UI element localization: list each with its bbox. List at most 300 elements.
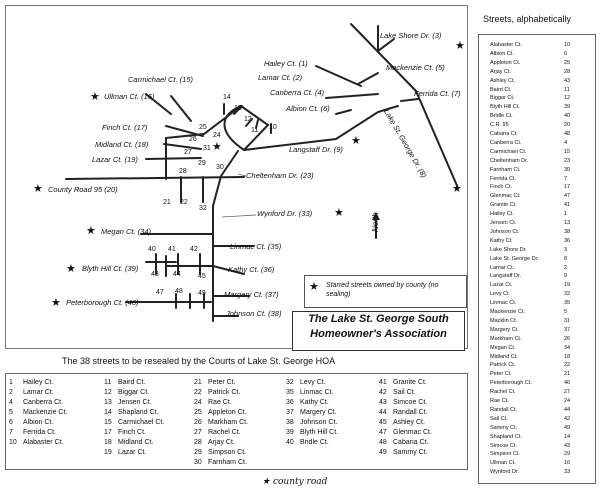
label-albion-ct: Albion Ct. (6) bbox=[286, 104, 330, 113]
resealed-street-number: 2 bbox=[9, 389, 13, 396]
resealed-street bbox=[286, 429, 338, 436]
resealed-street-number: 25 bbox=[194, 409, 202, 416]
resealed-street bbox=[9, 419, 53, 426]
resealed-street bbox=[379, 389, 416, 396]
resealed-street bbox=[104, 389, 149, 396]
segment-44: 44 bbox=[173, 271, 181, 278]
loop-left bbox=[166, 106, 241, 179]
alpha-street-number: 3 bbox=[564, 246, 568, 253]
segment-45: 45 bbox=[198, 273, 206, 280]
alpha-street-number: 2 bbox=[564, 264, 568, 271]
resealed-street-name: Linmac Ct. bbox=[300, 389, 334, 396]
map-panel bbox=[5, 5, 468, 349]
resealed-street-number: 15 bbox=[104, 419, 112, 426]
resealed-street bbox=[104, 449, 146, 456]
alpha-street-number: 44 bbox=[564, 406, 571, 413]
segment-43: 43 bbox=[151, 271, 159, 278]
resealed-street-number: 29 bbox=[194, 449, 202, 456]
alpha-street-name: Sail Ct. bbox=[490, 415, 508, 422]
alpha-street-name: Lake St. George Dr. bbox=[490, 255, 539, 262]
resealed-street-number: 19 bbox=[104, 449, 112, 456]
resealed-street bbox=[379, 409, 428, 416]
resealed-street bbox=[104, 399, 151, 406]
alpha-street-number: 41 bbox=[564, 202, 571, 209]
resealed-street-name: Biggar Ct. bbox=[118, 389, 150, 396]
label-langstaff-dr: Langstaff Dr. (9) bbox=[289, 145, 343, 154]
resealed-street-number: 47 bbox=[379, 429, 387, 436]
resealed-street bbox=[104, 429, 146, 436]
label-margery-ct: Margery Ct. (37) bbox=[224, 290, 279, 299]
label-lamar-ct: Lamar Ct. (2) bbox=[258, 73, 303, 82]
resealed-street-number: 26 bbox=[194, 419, 202, 426]
resealed-street bbox=[9, 429, 56, 436]
alpha-street-number: 30 bbox=[564, 166, 571, 173]
alpha-street-name: Macklin Ct. bbox=[490, 317, 518, 324]
alpha-street-name: Rachel Ct. bbox=[490, 389, 516, 396]
alpha-street-name: Finch Ct. bbox=[490, 184, 513, 191]
segment-25: 25 bbox=[199, 124, 207, 131]
resealed-street bbox=[286, 399, 329, 406]
ferrida-ct bbox=[401, 99, 418, 101]
resealed-street-number: 12 bbox=[104, 389, 112, 396]
segment-28: 28 bbox=[179, 168, 187, 175]
resealed-street-name: Baird Ct. bbox=[118, 379, 146, 386]
legend bbox=[304, 275, 467, 308]
alpha-street-number: 6 bbox=[564, 50, 568, 57]
alpha-street-name: Simcoe Ct. bbox=[490, 442, 517, 449]
alpha-street-number: 10 bbox=[564, 42, 571, 48]
label-lake-st-george-dr: Lake St. George Dr. (8) bbox=[382, 107, 429, 180]
resealed-street bbox=[9, 399, 63, 406]
alpha-street-number: 33 bbox=[564, 469, 571, 476]
resealed-street-name: Peter Ct. bbox=[208, 379, 236, 386]
resealed-street-name: Rae Ct. bbox=[208, 399, 232, 406]
resealed-street-name: Midland Ct. bbox=[118, 439, 154, 446]
resealed-street bbox=[194, 379, 236, 386]
alpha-street-number: 23 bbox=[564, 157, 571, 164]
resealed-street bbox=[379, 419, 425, 426]
alpha-street-number: 47 bbox=[564, 193, 571, 200]
segment-40: 40 bbox=[148, 246, 156, 253]
alpha-street-name: Lazar Ct. bbox=[490, 282, 513, 289]
map-title-line1: The Lake St. George South bbox=[308, 313, 449, 325]
segment-49: 49 bbox=[198, 290, 206, 297]
label-ferrida-ct: Ferrida Ct. (7) bbox=[414, 89, 461, 98]
county-star-blyth-hill: ★ bbox=[66, 263, 76, 275]
alpha-street-number: 26 bbox=[564, 335, 571, 342]
label-hailey-ct: Hailey Ct. (1) bbox=[264, 59, 308, 68]
alpha-street-name: Patrick Ct. bbox=[490, 362, 516, 369]
resealed-street-name: Patrick Ct. bbox=[208, 389, 241, 396]
alpha-street-name: Ullman Ct. bbox=[490, 460, 516, 467]
resealed-street-number: 14 bbox=[104, 409, 112, 416]
resealed-street-name: Granite Ct. bbox=[393, 379, 427, 386]
alpha-street-name: Levy Ct. bbox=[490, 291, 511, 298]
resealed-street-name: Kathy Ct. bbox=[300, 399, 329, 406]
resealed-street-name: Carmichael Ct. bbox=[118, 419, 165, 426]
alpha-street-number: 40 bbox=[564, 113, 571, 120]
resealed-street bbox=[9, 439, 63, 446]
county-star-langstaff: ★ bbox=[351, 135, 361, 147]
resealed-street bbox=[194, 389, 240, 396]
alpha-street-number: 46 bbox=[564, 380, 571, 387]
resealed-street-name: Simpson Ct. bbox=[208, 449, 247, 456]
alphabetical-list bbox=[478, 34, 596, 484]
resealed-street-number: 36 bbox=[286, 399, 294, 406]
alpha-street-name: Simpson Ct. bbox=[490, 451, 520, 458]
alpha-street-name: Carmichael Ct. bbox=[490, 148, 527, 155]
hailey-lamar bbox=[316, 66, 361, 86]
alpha-street-number: 21 bbox=[564, 371, 571, 378]
county-road-95 bbox=[66, 177, 244, 179]
resealed-street-name: Cabana Ct. bbox=[393, 439, 429, 446]
resealed-street-name: Jensen Ct. bbox=[118, 399, 152, 406]
label-carmichael-ct: Carmichael Ct. (15) bbox=[128, 75, 194, 84]
alpha-street-name: Mackenzie Ct. bbox=[490, 309, 525, 315]
resealed-street-name: Ferrida Ct. bbox=[23, 429, 57, 436]
resealed-street-name: Johnson Ct. bbox=[300, 419, 338, 426]
resealed-street-name: Albion Ct. bbox=[23, 419, 54, 426]
alpha-street-name: C.R. 95 bbox=[490, 122, 509, 129]
resealed-street-name: Sammy Ct. bbox=[393, 449, 428, 456]
resealed-street-number: 5 bbox=[9, 409, 13, 416]
alpha-street-number: 34 bbox=[564, 344, 571, 351]
resealed-street-name: Farnham Ct. bbox=[208, 459, 247, 466]
alpha-street-number: 36 bbox=[564, 237, 571, 244]
county-road-note-text: county road bbox=[272, 477, 328, 487]
alpha-street-number: 17 bbox=[564, 184, 571, 191]
alpha-street-name: Appleton Ct. bbox=[490, 59, 521, 66]
resealed-street-name: Glenmac Ct. bbox=[393, 429, 432, 436]
resealed-street-number: 13 bbox=[104, 399, 112, 406]
resealed-street bbox=[194, 399, 232, 406]
canberra-ct bbox=[326, 94, 378, 98]
alpha-street-name: Albion Ct. bbox=[490, 50, 514, 57]
resealed-street-number: 27 bbox=[194, 429, 202, 436]
label-county-road-95: County Road 95 (20) bbox=[48, 185, 118, 194]
segment-10: 10 bbox=[269, 124, 277, 131]
resealed-street-number: 17 bbox=[104, 429, 112, 436]
resealed-table bbox=[5, 373, 468, 470]
segment-26: 26 bbox=[189, 136, 197, 143]
resealed-street bbox=[286, 419, 337, 426]
alpha-street-number: 20 bbox=[564, 122, 571, 129]
alpha-street-name: Markham Ct. bbox=[490, 335, 522, 342]
alpha-street-name: Rae Ct. bbox=[490, 398, 509, 404]
resealed-street bbox=[286, 409, 337, 416]
label-blyth-hill-ct: Blyth Hill Ct. (39) bbox=[82, 264, 139, 273]
resealed-street bbox=[104, 419, 164, 426]
resealed-street-number: 24 bbox=[194, 399, 202, 406]
resealed-street-number: 39 bbox=[286, 429, 294, 436]
alpha-street-number: 39 bbox=[564, 104, 571, 111]
alpha-street-number: 19 bbox=[564, 282, 571, 289]
alpha-street-number: 32 bbox=[564, 291, 571, 298]
alpha-street-number: 16 bbox=[564, 460, 571, 467]
resealed-street-number: 18 bbox=[104, 439, 112, 446]
alpha-street-name: Hailey Ct. bbox=[490, 211, 514, 218]
county-road-note: ★ county road bbox=[262, 477, 328, 487]
label-canberra-ct: Canberra Ct. (4) bbox=[270, 88, 325, 97]
segment-32: 32 bbox=[199, 205, 207, 212]
resealed-street bbox=[286, 439, 329, 446]
north-label: North bbox=[371, 212, 380, 232]
finch-ct bbox=[166, 126, 203, 136]
alpha-street-name: Wynford Dr. bbox=[490, 469, 519, 476]
resealed-street-number: 43 bbox=[379, 399, 387, 406]
label-megan-ct: Megan Ct. (34) bbox=[101, 227, 152, 236]
alpha-street-name: Johnson Ct. bbox=[490, 228, 520, 235]
alpha-street-number: 22 bbox=[564, 362, 571, 369]
segment-11: 11 bbox=[251, 127, 259, 134]
loop-down bbox=[213, 151, 238, 206]
alpha-street-name: Granite Ct. bbox=[490, 202, 517, 209]
alpha-street-number: 38 bbox=[564, 228, 571, 235]
alpha-street-number: 15 bbox=[564, 148, 571, 155]
resealed-street-name: Shapland Ct. bbox=[118, 409, 159, 416]
alpha-street-name: Peter Ct. bbox=[490, 371, 512, 378]
resealed-title: The 38 streets to be resealed by the Courts of Lake St. George HOA bbox=[62, 356, 336, 366]
label-lazar-ct: Lazar Ct. (19) bbox=[92, 155, 138, 164]
alpha-street-number: 49 bbox=[564, 424, 571, 431]
segment-41: 41 bbox=[168, 246, 176, 253]
resealed-street-number: 6 bbox=[9, 419, 13, 426]
resealed-street-number: 35 bbox=[286, 389, 294, 396]
resealed-street-number: 22 bbox=[194, 389, 202, 396]
segment-48: 48 bbox=[175, 288, 183, 295]
resealed-street-number: 42 bbox=[379, 389, 387, 396]
resealed-street-name: Canberra Ct. bbox=[23, 399, 64, 406]
alpha-street-number: 25 bbox=[564, 59, 571, 66]
alpha-street-number: 43 bbox=[564, 77, 571, 84]
resealed-street-name: Ashley Ct. bbox=[393, 419, 425, 426]
county-star-megan: ★ bbox=[86, 225, 96, 237]
alpha-street-name: Blyth Hill Ct. bbox=[490, 104, 520, 111]
resealed-street-number: 49 bbox=[379, 449, 387, 456]
alpha-street-number: 12 bbox=[564, 95, 571, 102]
resealed-street bbox=[194, 409, 247, 416]
alpha-street-number: 18 bbox=[564, 353, 571, 360]
resealed-street bbox=[104, 379, 145, 386]
resealed-street bbox=[379, 429, 432, 436]
segment-27: 27 bbox=[184, 149, 192, 156]
resealed-street bbox=[194, 459, 247, 466]
resealed-street bbox=[379, 439, 428, 446]
label-wynford-dr: Wynford Dr. (33) bbox=[257, 209, 313, 218]
alpha-street-name: Ashley Ct. bbox=[490, 77, 516, 84]
resealed-street-name: Mackenzie Ct. bbox=[23, 409, 68, 416]
resealed-street bbox=[9, 379, 53, 386]
map-title-box bbox=[292, 311, 465, 351]
alpha-street-name: Midland Ct. bbox=[490, 353, 518, 360]
resealed-street-number: 37 bbox=[286, 409, 294, 416]
alpha-street-number: 37 bbox=[564, 326, 571, 333]
segment-29: 29 bbox=[198, 160, 206, 167]
segment-13: 13 bbox=[234, 105, 242, 112]
resealed-street bbox=[104, 439, 153, 446]
lake-st-george-dr bbox=[351, 24, 458, 188]
alpha-street-number: 4 bbox=[564, 139, 568, 146]
resealed-street-name: Randall Ct. bbox=[393, 409, 428, 416]
alpha-street-name: Alabaster Ct. bbox=[490, 42, 522, 48]
resealed-street bbox=[194, 439, 235, 446]
resealed-street-name: Levy Ct. bbox=[300, 379, 326, 386]
alpha-street-number: 1 bbox=[564, 211, 568, 218]
legend-text: Starred streets owned by county (no sealing) bbox=[326, 282, 439, 299]
resealed-street-number: 7 bbox=[9, 429, 13, 436]
legend-star-icon: ★ bbox=[309, 281, 319, 293]
alpha-street-name: Margery Ct. bbox=[490, 326, 519, 333]
wynford-leader bbox=[222, 215, 256, 217]
alpha-street-number: 7 bbox=[564, 175, 568, 182]
alpha-street-number: 31 bbox=[564, 317, 571, 324]
alpha-street-number: 9 bbox=[564, 273, 568, 280]
county-star-wynford: ★ bbox=[334, 207, 344, 219]
lazar-ct bbox=[146, 158, 201, 159]
alpha-street-name: Arjay Ct. bbox=[490, 68, 512, 75]
alpha-street-name: Cabana Ct. bbox=[490, 131, 518, 137]
resealed-street bbox=[379, 449, 428, 456]
label-linmac-ct: Linmac Ct. (35) bbox=[230, 242, 282, 251]
resealed-street-name: Lamar Ct. bbox=[23, 389, 54, 396]
resealed-street-number: 30 bbox=[194, 459, 202, 466]
resealed-street bbox=[194, 449, 246, 456]
resealed-street bbox=[379, 399, 427, 406]
alpha-street-name: Randall Ct. bbox=[490, 406, 518, 413]
resealed-street-number: 41 bbox=[379, 379, 387, 386]
label-lake-shore-dr: Lake Shore Dr. (3) bbox=[380, 31, 442, 40]
alpha-street-number: 35 bbox=[564, 300, 571, 307]
alpha-street-name: Langstaff Dr. bbox=[490, 273, 522, 280]
resealed-street bbox=[9, 389, 54, 396]
resealed-street-name: Markham Ct. bbox=[208, 419, 249, 426]
label-finch-ct: Finch Ct. (17) bbox=[102, 123, 148, 132]
alpha-street-number: 11 bbox=[564, 86, 570, 93]
resealed-street-number: 45 bbox=[379, 419, 387, 426]
alpha-street-name: Shapland Ct. bbox=[490, 433, 522, 440]
alpha-street-number: 24 bbox=[564, 398, 571, 404]
alpha-street-number: 14 bbox=[564, 433, 571, 440]
county-star-peterborough: ★ bbox=[51, 297, 61, 309]
resealed-street bbox=[286, 389, 333, 396]
alpha-street-name: Lake Shore Dr. bbox=[490, 246, 527, 253]
resealed-street-number: 48 bbox=[379, 439, 387, 446]
alpha-street-name: Farnham Ct. bbox=[490, 166, 521, 173]
resealed-street bbox=[104, 409, 158, 416]
resealed-street-name: Finch Ct. bbox=[118, 429, 147, 436]
alpha-street-name: Canberra Ct. bbox=[490, 139, 522, 146]
resealed-street-number: 11 bbox=[104, 379, 112, 386]
alpha-street-number: 28 bbox=[564, 68, 571, 75]
alpha-street-name: Biggar Ct. bbox=[490, 95, 515, 102]
label-johnson-ct: Johnson Ct. (38) bbox=[226, 309, 282, 318]
alphabetical-title: Streets, alphabetically bbox=[483, 14, 572, 24]
alpha-street-number: 43 bbox=[564, 442, 571, 449]
resealed-street-name: Alabaster Ct. bbox=[23, 439, 64, 446]
resealed-street-number: 44 bbox=[379, 409, 387, 416]
resealed-street-number: 32 bbox=[286, 379, 294, 386]
alpha-street-number: 48 bbox=[564, 131, 571, 137]
resealed-street-name: Bridle Ct. bbox=[300, 439, 329, 446]
resealed-street-name: Lazar Ct. bbox=[118, 449, 147, 456]
county-star-lake-st-george: ★ bbox=[452, 183, 462, 195]
resealed-street-name: Hailey Ct. bbox=[23, 379, 54, 386]
alpha-street-name: Cheltenham Dr. bbox=[490, 157, 529, 164]
alpha-street-number: 42 bbox=[564, 415, 571, 422]
alpha-street-name: Megan Ct. bbox=[490, 344, 516, 351]
county-star-lake-shore: ★ bbox=[455, 40, 465, 52]
alpha-street-number: 27 bbox=[564, 389, 571, 396]
label-peterborough-ct: Peterborough Ct. (46) bbox=[66, 298, 139, 307]
map-title-line2: Homeowner's Association bbox=[310, 327, 447, 340]
label-midland-ct: Midland Ct. (18) bbox=[95, 140, 149, 149]
resealed-street-name: Arjay Ct. bbox=[208, 439, 235, 446]
resealed-street-name: Simcoe Ct. bbox=[393, 399, 428, 406]
mackenzie-ct bbox=[358, 73, 378, 84]
segment-12: 12 bbox=[244, 116, 252, 123]
resealed-street-number: 21 bbox=[194, 379, 202, 386]
label-mackenzie-ct: Mackenzie Ct. (5) bbox=[386, 63, 445, 72]
alpha-street-number: 13 bbox=[564, 220, 571, 226]
resealed-street-name: Sail Ct. bbox=[393, 389, 416, 396]
segment-24: 24 bbox=[213, 132, 221, 139]
resealed-street-name: Blyth Hill Ct. bbox=[300, 429, 339, 436]
label-cheltenham-dr: Cheltenham Dr. (23) bbox=[246, 171, 314, 180]
alpha-street-name: Glenmac Ct. bbox=[490, 193, 521, 200]
alpha-street-name: Peterborough Ct. bbox=[490, 380, 532, 387]
segment-31: 31 bbox=[203, 145, 211, 152]
resealed-street-number: 38 bbox=[286, 419, 294, 426]
county-star-31: ★ bbox=[212, 141, 222, 153]
segment-14: 14 bbox=[223, 94, 231, 101]
resealed-street bbox=[194, 429, 241, 436]
resealed-street bbox=[379, 379, 427, 386]
alpha-street-number: 5 bbox=[564, 309, 568, 315]
alpha-street-name: Lamar Ct. bbox=[490, 264, 515, 271]
alpha-street-name: Baird Ct. bbox=[490, 86, 512, 93]
resealed-street-number: 1 bbox=[9, 379, 13, 386]
segment-22: 22 bbox=[180, 199, 188, 206]
resealed-street bbox=[194, 419, 248, 426]
resealed-street-name: Appleton Ct. bbox=[208, 409, 247, 416]
alpha-street-number: 29 bbox=[564, 451, 571, 458]
segment-21: 21 bbox=[163, 199, 171, 206]
resealed-street bbox=[286, 379, 326, 386]
segment-30: 30 bbox=[216, 164, 224, 171]
resealed-street-number: 40 bbox=[286, 439, 294, 446]
alpha-street-number: 8 bbox=[564, 255, 568, 262]
resealed-street-number: 4 bbox=[9, 399, 13, 406]
carmichael-ct bbox=[171, 96, 191, 121]
albion-ct bbox=[336, 110, 351, 114]
label-kathy-ct: Kathy Ct. (36) bbox=[228, 265, 275, 274]
alpha-street-name: Jensen Ct. bbox=[490, 220, 517, 226]
segment-42: 42 bbox=[190, 246, 198, 253]
county-star-county-road: ★ bbox=[33, 183, 43, 195]
segment-47: 47 bbox=[156, 289, 164, 296]
resealed-street-name: Rachel Ct. bbox=[208, 429, 241, 436]
resealed-street-number: 28 bbox=[194, 439, 202, 446]
county-star-ullman: ★ bbox=[90, 91, 100, 103]
alpha-street-name: Bridle Ct. bbox=[490, 113, 513, 120]
label-ullman-ct: Ullman Ct. (16) bbox=[104, 92, 155, 101]
resealed-street-name: Margery Ct. bbox=[300, 409, 337, 416]
midland-ct bbox=[164, 144, 201, 149]
alpha-street-name: Kathy Ct. bbox=[490, 237, 513, 244]
resealed-street bbox=[9, 409, 67, 416]
alpha-street-name: Linmac Ct. bbox=[490, 300, 517, 307]
cheltenham-leader bbox=[238, 174, 246, 176]
